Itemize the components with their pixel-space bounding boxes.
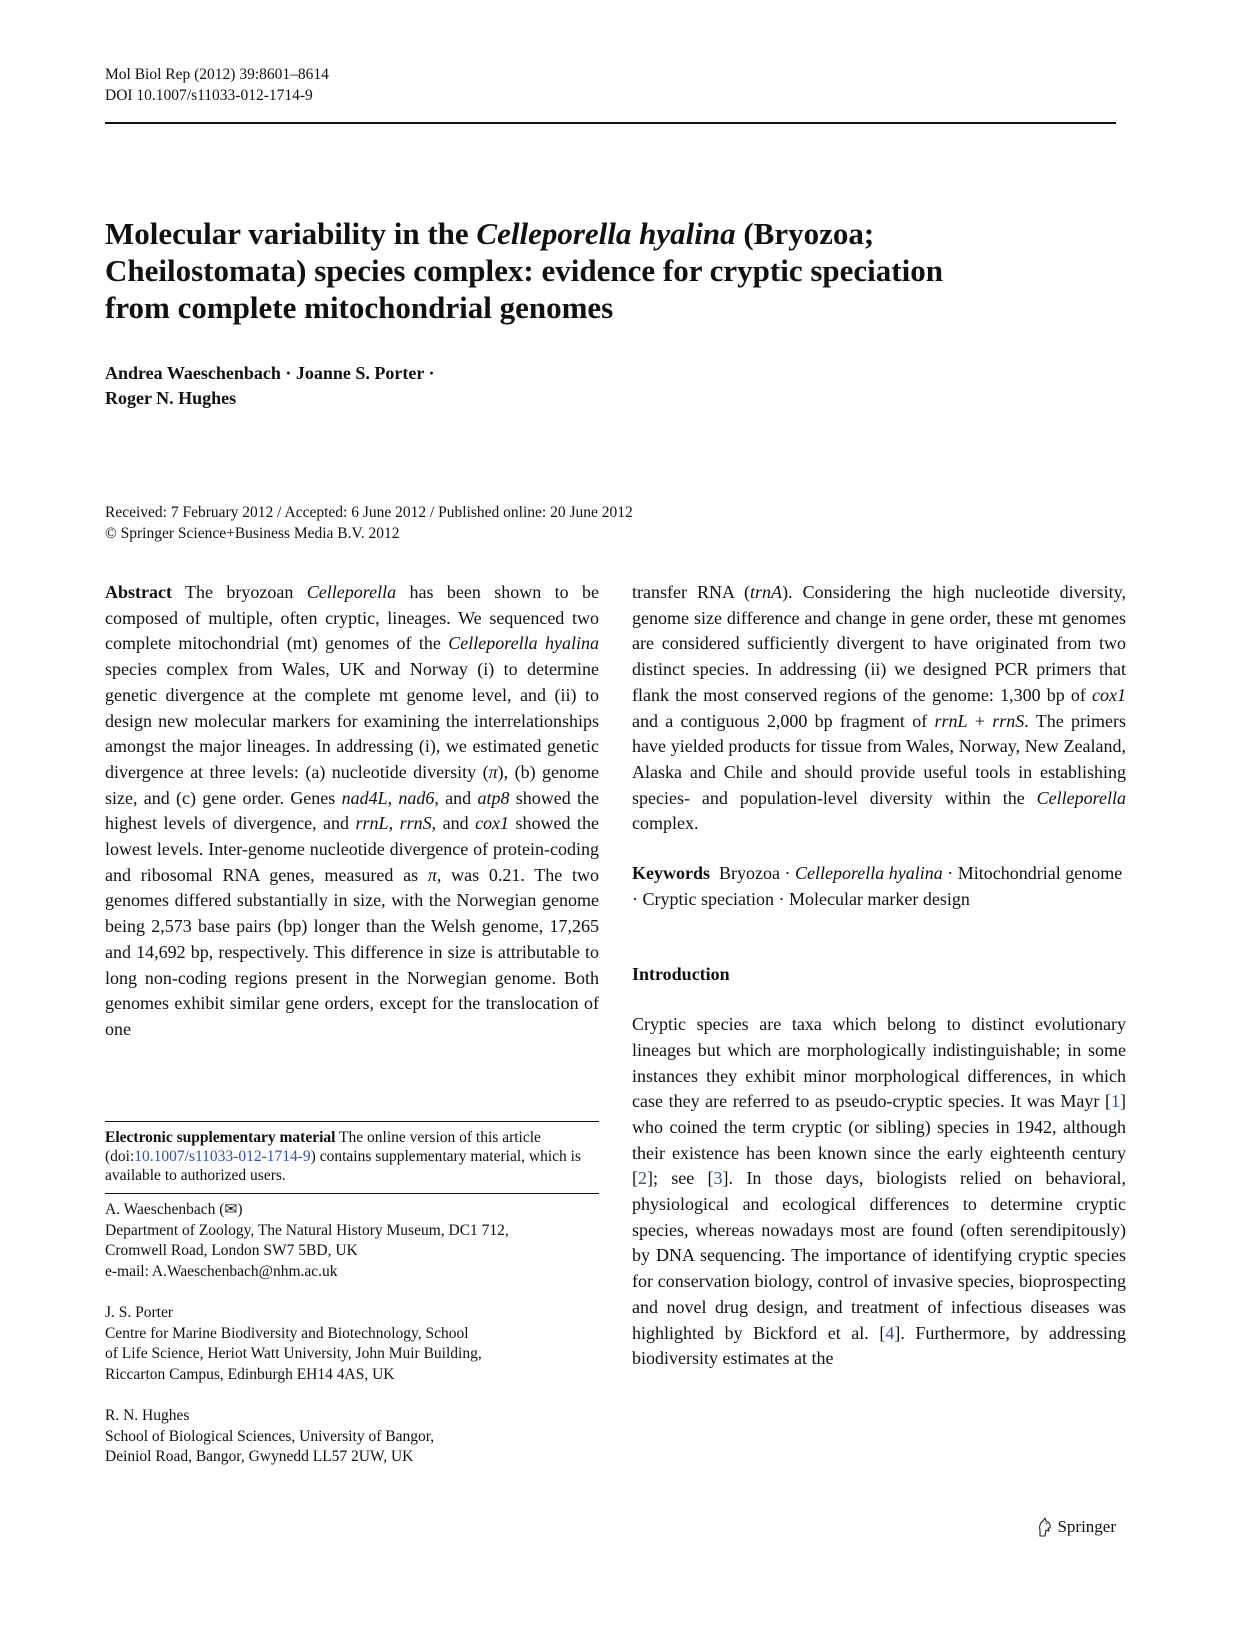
citation-link[interactable]: 2 — [638, 1168, 647, 1189]
text: and — [436, 813, 476, 834]
springer-horse-icon — [1037, 1517, 1053, 1537]
affiliation-line: Centre for Marine Biodiversity and Biotechnology, School — [105, 1324, 469, 1342]
text: , and — [434, 787, 478, 808]
text: ]. Furthermore, by addressing biodiversity estimates at the — [632, 1322, 1127, 1369]
italic-text: rrnS — [992, 710, 1025, 731]
esm-heading: Electronic supplementary material — [105, 1129, 336, 1146]
introduction-text — [632, 1012, 1126, 1372]
authors-line-1: Andrea Waeschenbach · Joanne S. Porter · — [105, 363, 435, 383]
italic-text: rrnL — [934, 710, 968, 731]
text: showed the highest levels of divergence, and — [105, 787, 599, 834]
keyword: · Mitochondrial genome · Cryptic speciation · Molecular marker design — [632, 863, 1123, 909]
text: ). Considering the high nucleotide diversity, genome size difference and change in gene order, these mt genomes are considered sufficiently divergent to have originated from two distinct species. In addressing (ii) we designed PCR primers that flank the most conserved regions of the genome: 1,300 bp of — [632, 582, 1126, 705]
italic-text: rrnS, — [399, 813, 437, 834]
citation-link[interactable]: 4 — [885, 1322, 895, 1343]
doi-line: DOI 10.1007/s11033-012-1714-9 — [105, 87, 313, 104]
title-text: (Bryozoa; — [735, 216, 875, 251]
title-line-2: Cheilostomata) species complex: evidence for cryptic speciation — [105, 253, 943, 288]
journal-header — [105, 64, 329, 106]
title-line-3: from complete mitochondrial genomes — [105, 290, 614, 325]
affiliation-waeschenbach — [105, 1200, 599, 1282]
supplementary-note — [105, 1128, 599, 1185]
abstract-heading: Abstract — [105, 582, 172, 602]
affiliation-name: R. N. Hughes — [105, 1407, 190, 1424]
text: ] who coined the term cryptic (or sibling) species in 1942, although their existence has been known since the early eighteenth century [ — [632, 1091, 1126, 1189]
italic-text: cox1 — [1092, 684, 1126, 705]
text: and a contiguous 2,000 bp fragment of — [632, 710, 935, 731]
italic-text: π — [488, 761, 498, 782]
abstract-text — [105, 580, 599, 1043]
abstract-continued — [632, 580, 1126, 837]
keyword: Celleporella hyalina — [794, 863, 943, 884]
text: ) contains supplementary material, which is available to authorized users. — [105, 1148, 581, 1184]
affiliation-line: of Life Science, Heriot Watt University, John Muir Building, — [105, 1345, 482, 1362]
text: complex. — [632, 813, 699, 834]
italic-text: nad6 — [398, 787, 435, 808]
text: , — [387, 787, 399, 808]
text: , was 0.21. The two genomes differed substantially in size, with the Norwegian genome being 2,573 base pairs (bp) longer than the Welsh genome, 17,265 and 14,692 bp, respectively. This difference in size is attributable to long non-coding regions present in the Norwegian genome. Both genomes exhibit similar gene orders, except for the translocation of one — [105, 864, 600, 1039]
publisher-name: Springer — [1057, 1517, 1116, 1536]
affiliation-line: Riccarton Campus, Edinburgh EH14 4AS, UK — [105, 1365, 395, 1383]
keywords — [632, 861, 1126, 912]
affiliation-porter — [105, 1303, 599, 1385]
keyword: Bryozoa · — [719, 863, 795, 884]
author-list — [105, 361, 435, 411]
text: showed the lowest levels. Inter-genome nucleotide divergence of protein-coding and ribosomal RNA genes, measured as — [105, 813, 600, 885]
italic-text: Celleporella — [306, 582, 397, 602]
article-title — [105, 215, 1105, 326]
text: has been shown to be composed of multiple, often cryptic, lineages. We sequenced two complete mitochondrial (mt) genomes of the — [105, 582, 599, 654]
citation-link[interactable]: 3 — [713, 1168, 723, 1189]
keywords-heading: Keywords — [632, 863, 710, 884]
affiliation-line: Cromwell Road, London SW7 5BD, UK — [105, 1242, 358, 1259]
dates-line: Received: 7 February 2012 / Accepted: 6 June 2012 / Published online: 20 June 2012 — [105, 504, 633, 521]
title-line-1 — [105, 215, 1105, 252]
email-address[interactable]: e-mail: A.Waeschenbach@nhm.ac.uk — [105, 1262, 338, 1280]
doi-link[interactable]: 10.1007/s11033-012-1714-9 — [134, 1148, 311, 1165]
italic-text: π — [427, 864, 437, 885]
copyright-line: © Springer Science+Business Media B.V. 2012 — [105, 525, 400, 542]
affiliation-hughes — [105, 1406, 599, 1468]
right-column — [632, 580, 1126, 1372]
footnote-rule — [105, 1193, 599, 1194]
affiliation-line: School of Biological Sciences, University of Bangor, — [105, 1427, 435, 1445]
affiliation-line: Department of Zoology, The Natural History Museum, DC1 712, — [105, 1221, 509, 1239]
italic-text: cox1 — [475, 813, 510, 834]
text: ), (b) genome size, and (c) gene order. Genes — [105, 761, 600, 808]
journal-citation: Mol Biol Rep (2012) 39:8601–8614 — [105, 66, 329, 83]
text: species complex from Wales, UK and Norway (i) to determine genetic divergence at the complete mt genome level, and (ii) to design new molecular markers for examining the interrelationships amongst the major lineages. In addressing (i), we estimated genetic divergence at three levels: (a) nucleotide diversity ( — [105, 659, 599, 782]
italic-text: trnA — [750, 582, 783, 602]
footnote-rule — [105, 1121, 599, 1122]
publication-dates — [105, 502, 633, 544]
italic-text: atp8 — [477, 787, 510, 808]
introduction-heading: Introduction — [632, 964, 730, 985]
citation-link[interactable]: 1 — [1111, 1091, 1120, 1112]
publisher-logo — [1037, 1517, 1116, 1537]
title-text: Molecular variability in the — [105, 216, 477, 251]
authors-line-2: Roger N. Hughes — [105, 388, 237, 408]
text: The online version of this article (doi: — [105, 1129, 541, 1165]
left-column — [105, 580, 599, 1043]
title-species: Celleporella hyalina — [476, 216, 736, 251]
text: transfer RNA ( — [632, 582, 751, 602]
affiliation-name: A. Waeschenbach (✉) — [105, 1201, 243, 1218]
text: The bryozoan — [171, 582, 307, 602]
italic-text: Celleporella hyalina — [448, 633, 599, 654]
text: . The primers have yielded products for tissue from Wales, Norway, New Zealand, Alaska and Chile and should provide useful tools in establishing species- and population-level diversity within the — [632, 710, 1126, 808]
text: + — [967, 710, 993, 731]
header-rule — [105, 122, 1116, 124]
italic-text: rrnL — [355, 813, 389, 834]
text: ]. In those days, biologists relied on behavioral, physiological and ecological differences to determine cryptic species, whereas nowadays most are found (often serendipitously) by DNA sequencing. The importance of identifying cryptic species for conservation biology, control of invasive species, bioprospecting and novel drug design, and treatment of infectious diseases was highlighted by Bickford et al. [ — [632, 1168, 1126, 1343]
text: ]; see [ — [647, 1168, 714, 1189]
italic-text: Celleporella — [1036, 787, 1126, 808]
text: , — [388, 813, 400, 834]
affiliation-name: J. S. Porter — [105, 1304, 174, 1321]
text: Cryptic species are taxa which belong to distinct evolutionary lineages but which are morphologically indistinguishable; in some instances they exhibit minor morphological differences, in which case they are referred to as pseudo-cryptic species. It was Mayr [ — [632, 1014, 1126, 1112]
affiliation-line: Deiniol Road, Bangor, Gwynedd LL57 2UW, UK — [105, 1448, 414, 1465]
italic-text: nad4L — [341, 787, 388, 808]
